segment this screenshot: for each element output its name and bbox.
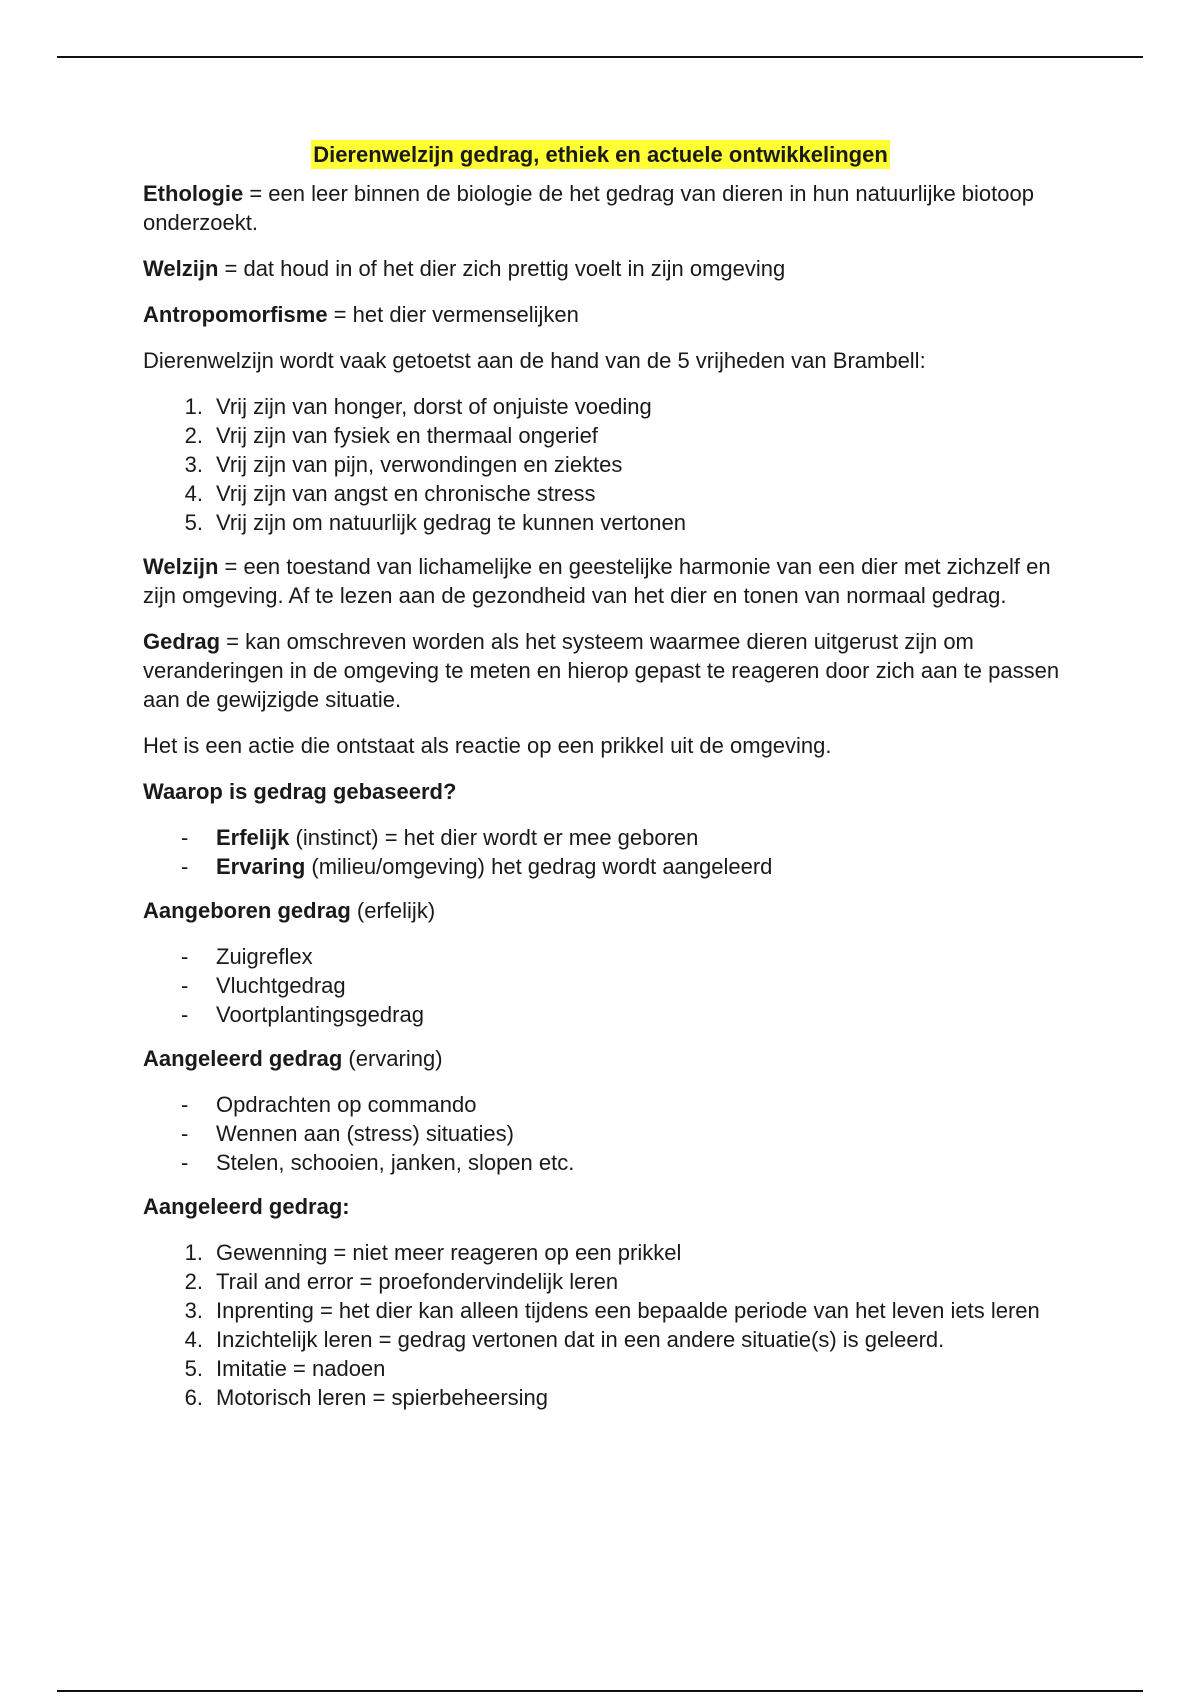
list-item bbox=[143, 971, 1073, 1000]
list-dash: - bbox=[181, 973, 189, 998]
list-item bbox=[143, 1383, 1073, 1412]
list-item bbox=[143, 1000, 1073, 1029]
list-text: Motorisch leren = spierbeheersing bbox=[216, 1385, 549, 1410]
aangeleerd2-list bbox=[143, 1238, 1073, 1412]
heading-suffix: (erfelijk) bbox=[350, 898, 436, 923]
list-dash: - bbox=[181, 944, 189, 969]
document-title: Dierenwelzijn gedrag, ethiek en actuele ontwikkelingen bbox=[313, 142, 888, 167]
list-number: 5. bbox=[184, 510, 203, 535]
list-text: Inzichtelijk leren = gedrag vertonen dat in een andere situatie(s) is geleerd. bbox=[216, 1327, 945, 1352]
aangeleerd-heading bbox=[143, 1044, 1073, 1073]
definition-welzijn bbox=[143, 254, 1073, 283]
definition-text: = een leer binnen de biologie de het gedrag van dieren in hun natuurlijke biotoop onderzoekt. bbox=[143, 181, 1034, 235]
actie-paragraph: Het is een actie die ontstaat als reactie op een prikkel uit de omgeving. bbox=[143, 733, 832, 758]
list-number: 2. bbox=[184, 423, 203, 448]
list-text: Vrij zijn om natuurlijk gedrag te kunnen vertonen bbox=[216, 510, 687, 535]
list-text: Opdrachten op commando bbox=[216, 1092, 477, 1117]
heading-text: Waarop is gedrag gebaseerd? bbox=[143, 779, 457, 804]
definition-antropomorfisme bbox=[143, 300, 1073, 329]
aangeleerd2-heading bbox=[143, 1192, 1073, 1221]
aangeleerd-list bbox=[143, 1090, 1073, 1177]
aangeboren-heading bbox=[143, 896, 1073, 925]
heading-text: Aangeleerd gedrag bbox=[143, 1046, 343, 1071]
list-number: 3. bbox=[184, 1298, 203, 1323]
list-dash: - bbox=[181, 1092, 189, 1117]
definition-text: = het dier vermenselijken bbox=[327, 302, 579, 327]
list-dash: - bbox=[181, 1121, 189, 1146]
list-number: 1. bbox=[184, 1240, 203, 1265]
list-number: 4. bbox=[184, 481, 203, 506]
list-text: Voortplantingsgedrag bbox=[216, 1002, 424, 1027]
definition-term: Antropomorfisme bbox=[143, 302, 328, 327]
list-dash: - bbox=[181, 854, 189, 879]
list-item bbox=[143, 1267, 1073, 1296]
heading-suffix: (ervaring) bbox=[342, 1046, 443, 1071]
list-item bbox=[143, 942, 1073, 971]
brambell-intro: Dierenwelzijn wordt vaak getoetst aan de hand van de 5 vrijheden van Brambell: bbox=[143, 348, 926, 373]
brambell-list bbox=[143, 392, 1073, 537]
heading-text: Aangeleerd gedrag: bbox=[143, 1194, 350, 1219]
list-item bbox=[143, 823, 1073, 852]
definition-term: Ethologie bbox=[143, 181, 244, 206]
list-item bbox=[143, 479, 1073, 508]
definition-ethologie bbox=[143, 179, 1073, 237]
list-text: Vluchtgedrag bbox=[216, 973, 346, 998]
list-item bbox=[143, 1296, 1073, 1325]
list-number: 1. bbox=[184, 394, 203, 419]
list-item bbox=[143, 508, 1073, 537]
definition-text: = kan omschreven worden als het systeem waarmee dieren uitgerust zijn om veranderingen in de omgeving te meten en hierop gepast te reageren door zich aan te passen aan de gewijzigde situatie. bbox=[143, 629, 1060, 712]
list-text: Vrij zijn van fysiek en thermaal ongerief bbox=[216, 423, 598, 448]
list-number: 6. bbox=[184, 1385, 203, 1410]
list-item bbox=[143, 1119, 1073, 1148]
definition-text: = een toestand van lichamelijke en geestelijke harmonie van een dier met zichzelf en zijn omgeving. Af te lezen aan de gezondheid van het dier en tonen van normaal gedrag. bbox=[143, 554, 1051, 608]
list-term: Ervaring bbox=[216, 854, 306, 879]
top-rule bbox=[57, 56, 1143, 58]
list-item bbox=[143, 852, 1073, 881]
list-item bbox=[143, 1325, 1073, 1354]
definition-gedrag bbox=[143, 627, 1073, 714]
list-text: Vrij zijn van honger, dorst of onjuiste voeding bbox=[216, 394, 652, 419]
definition-term: Welzijn bbox=[143, 554, 219, 579]
list-text: Inprenting = het dier kan alleen tijdens een bepaalde periode van het leven iets leren bbox=[216, 1298, 1040, 1323]
definition-text: = dat houd in of het dier zich prettig voelt in zijn omgeving bbox=[218, 256, 786, 281]
list-text: Imitatie = nadoen bbox=[216, 1356, 386, 1381]
list-item bbox=[143, 392, 1073, 421]
list-text: Stelen, schooien, janken, slopen etc. bbox=[216, 1150, 575, 1175]
bottom-rule bbox=[57, 1690, 1143, 1692]
list-text: Gewenning = niet meer reageren op een prikkel bbox=[216, 1240, 682, 1265]
list-item bbox=[143, 1354, 1073, 1383]
list-item bbox=[143, 1090, 1073, 1119]
definition-welzijn-2 bbox=[143, 552, 1073, 610]
basis-list bbox=[143, 823, 1073, 881]
list-dash: - bbox=[181, 825, 189, 850]
list-item bbox=[143, 1148, 1073, 1177]
definition-term: Gedrag bbox=[143, 629, 221, 654]
list-dash: - bbox=[181, 1150, 189, 1175]
list-number: 3. bbox=[184, 452, 203, 477]
list-number: 2. bbox=[184, 1269, 203, 1294]
list-text: (instinct) = het dier wordt er mee geboren bbox=[289, 825, 699, 850]
list-text: Zuigreflex bbox=[216, 944, 313, 969]
list-number: 4. bbox=[184, 1327, 203, 1352]
list-text: Trail and error = proefondervindelijk leren bbox=[216, 1269, 619, 1294]
list-text: (milieu/omgeving) het gedrag wordt aangeleerd bbox=[305, 854, 773, 879]
list-item bbox=[143, 450, 1073, 479]
list-number: 5. bbox=[184, 1356, 203, 1381]
list-item bbox=[143, 421, 1073, 450]
list-text: Wennen aan (stress) situaties) bbox=[216, 1121, 514, 1146]
list-text: Vrij zijn van angst en chronische stress bbox=[216, 481, 596, 506]
definition-term: Welzijn bbox=[143, 256, 219, 281]
list-dash: - bbox=[181, 1002, 189, 1027]
heading-text: Aangeboren gedrag bbox=[143, 898, 351, 923]
aangeboren-list bbox=[143, 942, 1073, 1029]
document-body bbox=[143, 140, 1073, 1427]
list-term: Erfelijk bbox=[216, 825, 290, 850]
basis-heading bbox=[143, 777, 1073, 806]
list-text: Vrij zijn van pijn, verwondingen en ziektes bbox=[216, 452, 623, 477]
list-item bbox=[143, 1238, 1073, 1267]
title-wrap bbox=[143, 140, 1058, 169]
